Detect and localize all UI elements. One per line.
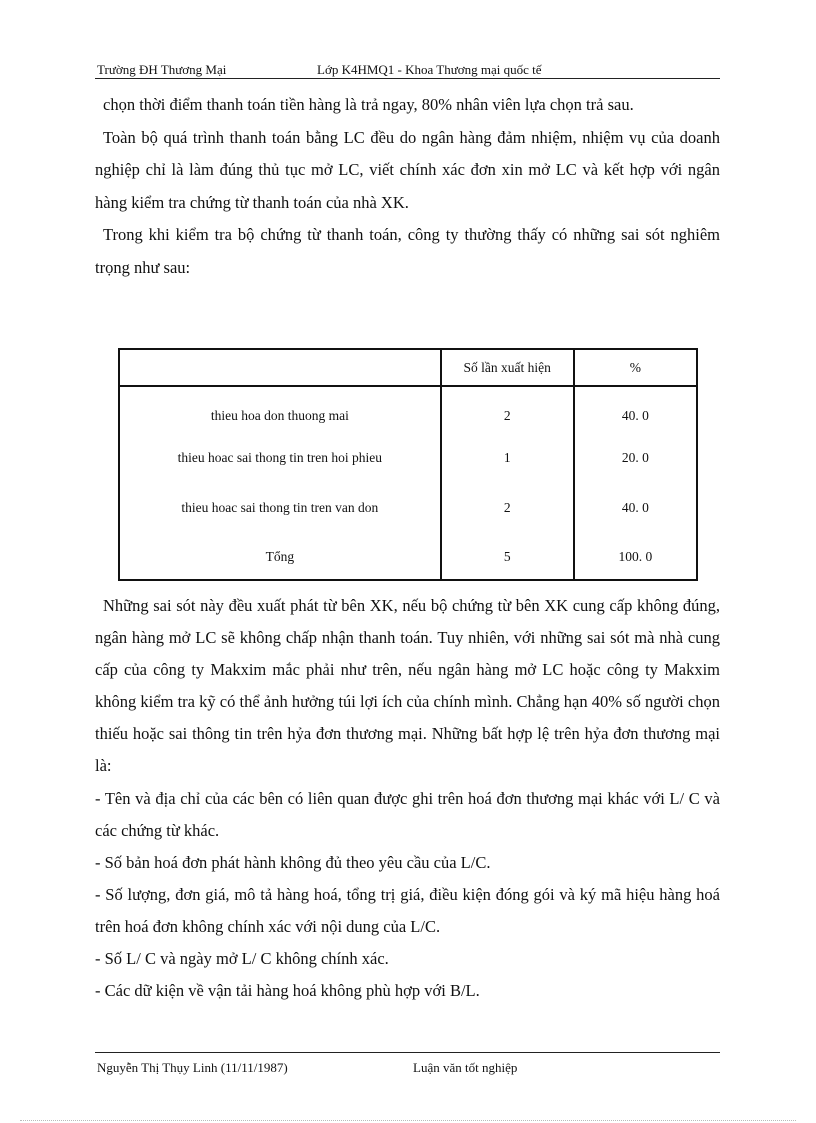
table-row xyxy=(119,482,697,534)
total-count: 5 xyxy=(441,534,574,580)
header-class-info: Lớp K4HMQ1 - Khoa Thương mại quốc tế xyxy=(317,62,542,77)
total-percent: 100. 0 xyxy=(574,534,697,580)
body-text-bottom xyxy=(95,590,720,1007)
body-text-top xyxy=(95,89,720,285)
row-label: thieu hoac sai thong tin tren hoi phieu xyxy=(119,434,441,482)
footer-author: Nguyễn Thị Thụy Linh (11/11/1987) xyxy=(97,1060,288,1075)
list-item: - Số bản hoá đơn phát hành không đủ theo yêu cầu của L/C. xyxy=(95,852,491,872)
list-item: - Số L/ C và ngày mở L/ C không chính xác. xyxy=(95,949,389,969)
page-edge-dots xyxy=(20,1120,796,1121)
table-header-row xyxy=(119,349,697,386)
list-item: - Các dữ kiện về vận tải hàng hoá không phù hợp với B/L. xyxy=(95,981,480,1001)
table-row xyxy=(119,386,697,434)
row-count: 1 xyxy=(441,434,574,482)
total-label: Tổng xyxy=(119,534,441,580)
paragraph: Những sai sót này đều xuất phát từ bên XK, nếu bộ chứng từ bên XK cung cấp không đúng, ngân hàng mở LC sẽ không chấp nhận thanh toán. Tuy nhiên, với những sai sót mà nhà cung cấp của công ty Makxim mắc phải như trên, nếu ngân hàng mở LC hoặc công ty Makxim không kiểm tra kỹ có thể ảnh hưởng túi lợi ích của chính mình. Chẳng hạn 40% số người chọn thiếu hoặc sai thông tin trên hỷa đơn thương mại. Những bất hợp lệ trên hỷa đơn thương mại là: xyxy=(95,596,720,776)
row-count: 2 xyxy=(441,482,574,534)
errors-table xyxy=(118,348,698,581)
page-header xyxy=(95,60,720,79)
row-count: 2 xyxy=(441,386,574,434)
table-total-row xyxy=(119,534,697,580)
paragraph: Trong khi kiểm tra bộ chứng từ thanh toán, công ty thường thấy có những sai sót nghiêm trọng như sau: xyxy=(95,225,720,277)
paragraph: Toàn bộ quá trình thanh toán bằng LC đều do ngân hàng đảm nhiệm, nhiệm vụ của doanh nghiệp chỉ là làm đúng thủ tục mở LC, viết chính xác đơn xin mở LC và kết hợp với ngân hàng kiểm tra chứng từ thanh toán của nhà XK. xyxy=(95,127,720,212)
list-item: - Tên và địa chỉ của các bên có liên quan được ghi trên hoá đơn thương mại khác với L/ C và các chứng từ khác. xyxy=(95,788,720,840)
row-percent: 40. 0 xyxy=(574,386,697,434)
row-label: thieu hoac sai thong tin tren van don xyxy=(119,482,441,534)
footer-doc-type: Luận văn tốt nghiệp xyxy=(413,1060,518,1075)
row-label: thieu hoa don thuong mai xyxy=(119,386,441,434)
list-item: - Số lượng, đơn giá, mô tả hàng hoá, tổng trị giá, điều kiện đóng gói và ký mã hiệu hàng hoá trên hoá đơn không chính xác với nội dung của L/C. xyxy=(95,884,720,936)
row-percent: 20. 0 xyxy=(574,434,697,482)
paragraph: chọn thời điểm thanh toán tiền hàng là trả ngay, 80% nhân viên lựa chọn trả sau. xyxy=(103,95,634,114)
table-row xyxy=(119,434,697,482)
table-header-percent: % xyxy=(574,349,697,386)
row-percent: 40. 0 xyxy=(574,482,697,534)
table-header-count: Số lần xuất hiện xyxy=(441,349,574,386)
footer-divider xyxy=(95,1052,720,1053)
table-header-label xyxy=(119,349,441,386)
header-school: Trường ĐH Thương Mại xyxy=(97,62,227,77)
